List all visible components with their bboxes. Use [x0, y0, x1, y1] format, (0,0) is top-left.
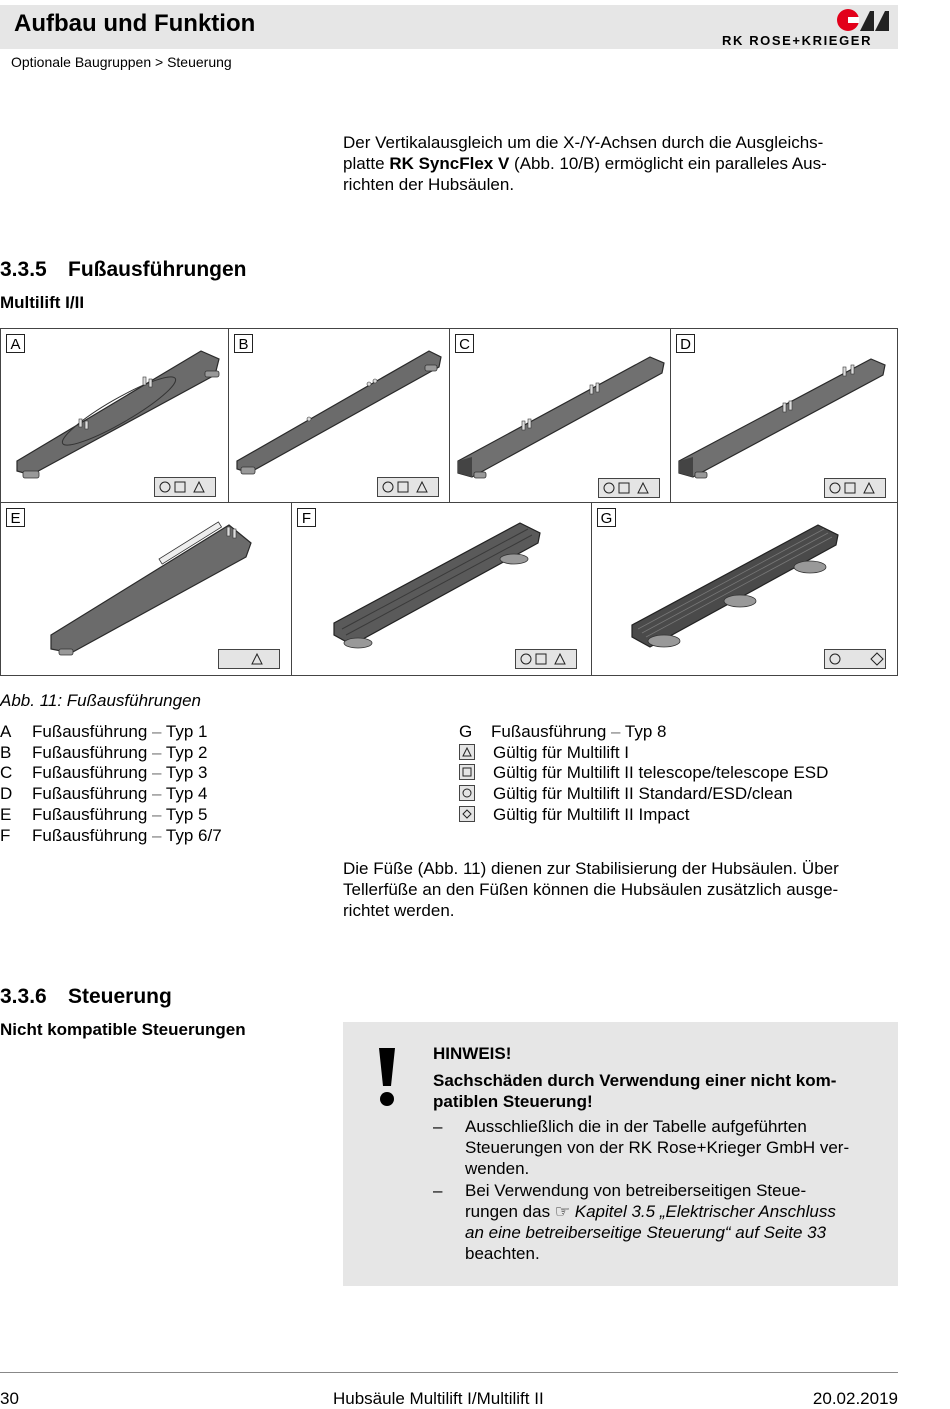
exclamation-icon: [375, 1048, 399, 1106]
notice-headline: [433, 1070, 883, 1112]
legend-key: F: [0, 825, 11, 845]
notice-item-line: Bei Verwendung von betreiberseitigen Steue-: [465, 1181, 807, 1200]
notice-item-line: Ausschließlich die in der Tabelle aufgeführten: [465, 1117, 807, 1136]
notice-item-line: wenden.: [465, 1159, 530, 1178]
document-title: Hubsäule Multilift I/Multilift II: [333, 1389, 544, 1408]
validity-symbols: [824, 478, 886, 498]
diamond-icon: [459, 806, 475, 822]
feet-paragraph: [343, 858, 888, 921]
intro-line-3: richten der Hubsäulen.: [343, 175, 515, 194]
panel-a: [0, 328, 229, 503]
panel-letter: B: [234, 334, 253, 353]
legend-key: D: [0, 784, 13, 804]
footer-divider: [0, 1372, 898, 1373]
panel-b: [228, 328, 450, 503]
legend-item: E Fußausführung – Typ 5: [0, 804, 208, 824]
panel-f: [291, 502, 592, 676]
legend-right: [459, 722, 828, 826]
legend-key: A: [0, 722, 12, 741]
legend-text: Fußausführung: [32, 804, 148, 824]
validity-symbols: [824, 649, 886, 669]
section-subtitle: Nicht kompatible Steuerungen: [0, 1020, 246, 1039]
section-title: Steuerung: [68, 985, 172, 1008]
legend-key: C: [0, 763, 13, 783]
section-number: 3.3.5: [0, 258, 47, 281]
legend-type: Typ 4: [165, 784, 208, 804]
validity-symbols: [598, 478, 660, 498]
legend-item: [459, 743, 828, 764]
notice-head-line-1: Sachschäden durch Verwendung einer nicht kom-: [433, 1071, 837, 1090]
legend-item: [459, 805, 828, 826]
section-number: 3.3.6: [0, 985, 47, 1008]
legend-text: Fußausführung: [32, 722, 148, 741]
square-icon: [459, 764, 475, 780]
validity-symbols: [218, 649, 280, 669]
notice-box: [343, 1022, 898, 1286]
panel-letter: F: [297, 508, 316, 527]
page-title: Aufbau und Funktion: [14, 10, 256, 37]
legend-item: D Fußausführung – Typ 4: [0, 784, 208, 804]
validity-symbols: [377, 477, 439, 497]
figure-caption: Abb. 11: Fußausführungen: [0, 691, 201, 710]
pointing-hand-icon: ☞: [554, 1202, 575, 1221]
legend-text: Gültig für Multilift II Standard/ESD/clean: [493, 784, 793, 804]
intro-line-2-pre: platte: [343, 154, 390, 173]
section-subtitle: Multilift I/II: [0, 293, 85, 312]
legend-item: [459, 763, 828, 784]
legend-item: B Fußausführung – Typ 2: [0, 742, 208, 762]
panel-g: [591, 502, 898, 676]
notice-item-line: beachten.: [465, 1244, 540, 1263]
legend-text: Fußausführung: [32, 784, 148, 804]
circle-icon: [459, 785, 475, 801]
logo-text: RK ROSE+KRIEGER: [722, 33, 873, 48]
legend-type: Typ 8: [624, 722, 667, 741]
section-title: Fußausführungen: [68, 258, 247, 281]
intro-paragraph: [343, 132, 883, 195]
legend-text: Fußausführung: [32, 825, 148, 845]
legend-type: Typ 2: [165, 742, 208, 762]
legend-text: Fußausführung: [32, 763, 148, 783]
panel-letter: E: [6, 508, 25, 527]
notice-item-line: rungen das: [465, 1202, 555, 1221]
foot-type-3-image: [450, 329, 670, 502]
legend-type: Typ 5: [165, 804, 208, 824]
section-heading-335: [0, 258, 246, 282]
panel-letter: C: [455, 334, 474, 353]
validity-symbols: [515, 649, 577, 669]
legend-text: Gültig für Multilift I: [493, 742, 630, 762]
panel-letter: D: [676, 334, 695, 353]
notice-item: – Bei Verwendung von betreiberseitigen Steue- rungen das ☞ Kapitel 3.5 „Elektrischer Anschluss an eine betreiberseitige Steuerung“ auf Seite 33 beachten.: [433, 1181, 836, 1263]
foot-type-4-image: [671, 329, 897, 502]
panel-letter: A: [6, 334, 25, 353]
legend-type: Typ 3: [165, 763, 208, 783]
intro-line-2-post: (Abb. 10/B) ermöglicht ein paralleles Aus-: [509, 154, 827, 173]
document-date: 20.02.2019: [812, 1389, 898, 1408]
notice-item: – Ausschließlich die in der Tabelle aufgeführten Steuerungen von der RK Rose+Krieger GmbH ver- wenden.: [433, 1117, 850, 1178]
section-heading-336: [0, 985, 172, 1009]
notice-item-line: Steuerungen von der RK Rose+Krieger GmbH ver-: [465, 1138, 850, 1157]
intro-line-1: Der Vertikalausgleich um die X-/Y-Achsen durch die Ausgleichs-: [343, 133, 824, 152]
page-number: 30: [0, 1389, 19, 1408]
legend-text: Gültig für Multilift II telescope/telescope ESD: [493, 763, 829, 783]
notice-head-line-2: patiblen Steuerung!: [433, 1092, 593, 1111]
legend-key: E: [0, 804, 12, 824]
feet-figure: [0, 328, 898, 676]
legend-key: G: [459, 722, 473, 741]
legend-item: G Fußausführung – Typ 8: [459, 722, 667, 741]
panel-c: [449, 328, 671, 503]
feet-line-3: richtet werden.: [343, 901, 455, 920]
legend-item: A Fußausführung – Typ 1: [0, 722, 208, 741]
legend-key: B: [0, 742, 12, 762]
legend-text: Gültig für Multilift II Impact: [493, 804, 690, 824]
panel-d: [670, 328, 898, 503]
legend-left: [0, 722, 222, 846]
legend-item: C Fußausführung – Typ 3: [0, 763, 208, 783]
legend-type: Typ 6/7: [165, 825, 222, 845]
notice-label: HINWEIS!: [433, 1044, 512, 1063]
panel-e: [0, 502, 292, 676]
feet-line-1: Die Füße (Abb. 11) dienen zur Stabilisierung der Hubsäulen. Über: [343, 859, 839, 878]
triangle-icon: [459, 744, 475, 760]
legend-type: Typ 1: [165, 722, 208, 741]
legend-text: Fußausführung: [491, 722, 607, 741]
legend-text: Fußausführung: [32, 742, 148, 762]
chapter-link[interactable]: Kapitel 3.5 „Elektrischer Anschluss: [574, 1202, 836, 1221]
panel-letter: G: [597, 508, 616, 527]
breadcrumb: Optionale Baugruppen > Steuerung: [11, 54, 232, 70]
feet-line-2: Tellerfüße an den Füßen können die Hubsäulen zusätzlich ausge-: [343, 880, 839, 899]
validity-symbols: [154, 477, 216, 497]
intro-line-2-bold: RK SyncFlex V: [389, 154, 510, 173]
legend-item: [459, 784, 828, 805]
legend-item: F Fußausführung – Typ 6/7: [0, 825, 222, 845]
chapter-link-cont[interactable]: an eine betreiberseitige Steuerung“ auf Seite 33: [465, 1223, 827, 1242]
